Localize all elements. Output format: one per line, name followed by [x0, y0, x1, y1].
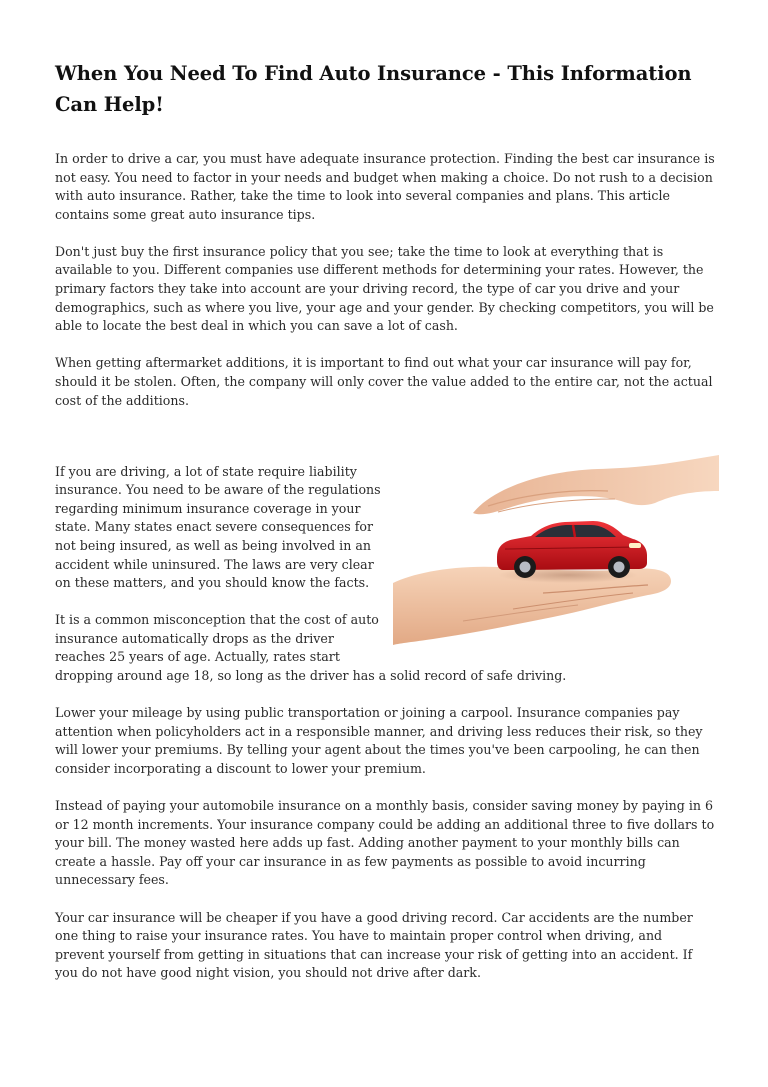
- paragraph-compare-policies: Don't just buy the first insurance policy that you see; take the time to look at everything that is available to you. Different companies use different methods for determining your rates. However, the primary factors they take into account are your driving record, the type of car you drive and your demographics, such as where you live, your age and your gender. By checking competitors, you will be able to locate the best deal in which you can save a lot of cash.: [55, 243, 714, 334]
- paragraph-aftermarket: When getting aftermarket additions, it is important to find out what your car insurance will pay for, should it be stolen. Often, the company will only cover the value added to the entire car, not the actual cost of the additions.: [55, 355, 713, 408]
- paragraph-intro: In order to drive a car, you must have adequate insurance protection. Finding the best car insurance is not easy. You need to factor in your needs and budget when making a choice. Do not rush to a decision with auto insurance. Rather, take the time to look into several companies and plans. This article contains some great auto insurance tips.: [55, 151, 715, 222]
- paragraph-payments: Instead of paying your automobile insurance on a monthly basis, consider saving money by paying in 6 or 12 month increments. Your insurance company could be adding an additional three to five dollars to your bill. The money wasted here adds up fast. Adding another payment to your monthly bills can create a hassle. Pay off your car insurance in as few payments as possible to avoid incurring unnecessary fees.: [55, 798, 715, 888]
- red-car-shape: [497, 521, 647, 578]
- top-hand-shape: [473, 455, 719, 514]
- document-page: [55, 58, 715, 1001]
- document-title: When You Need To Find Auto Insurance - This Information Can Help!: [55, 62, 692, 116]
- paragraph-mileage: Lower your mileage by using public transportation or joining a carpool. Insurance companies pay attention when policyholders act in a responsible manner, and driving less reduces their risk, so they will lower your premiums. By telling your agent about the times you've been carpooling, he can then consider incorporating a discount to lower your premium.: [55, 705, 703, 776]
- paragraph-liability: If you are driving, a lot of state require liability insurance. You need to be aware of the regulations regarding minimum insurance coverage in your state. Many states enact severe consequences for not being insured, as well as being involved in an accident while uninsured. The laws are very clear on these matters, and you should know the facts.: [55, 463, 381, 591]
- car-in-hands-illustration: [393, 433, 719, 645]
- paragraph-driving-record: Your car insurance will be cheaper if you have a good driving record. Car accidents are the number one thing to raise your insurance rates. You have to maintain proper control when driving, and prevent yourself from getting in situations that can increase your risk of getting into an accident. If you do not have good night vision, you should not drive after dark.: [55, 909, 693, 981]
- paragraph-age-misconception: It is a common misconception that the cost of auto insurance automatically drops as the driver reaches 25 years of age. Actually, rates start dropping around age 18, so long as the driver has a solid record of safe driving.: [55, 612, 567, 684]
- car-in-hands-image: [393, 433, 719, 645]
